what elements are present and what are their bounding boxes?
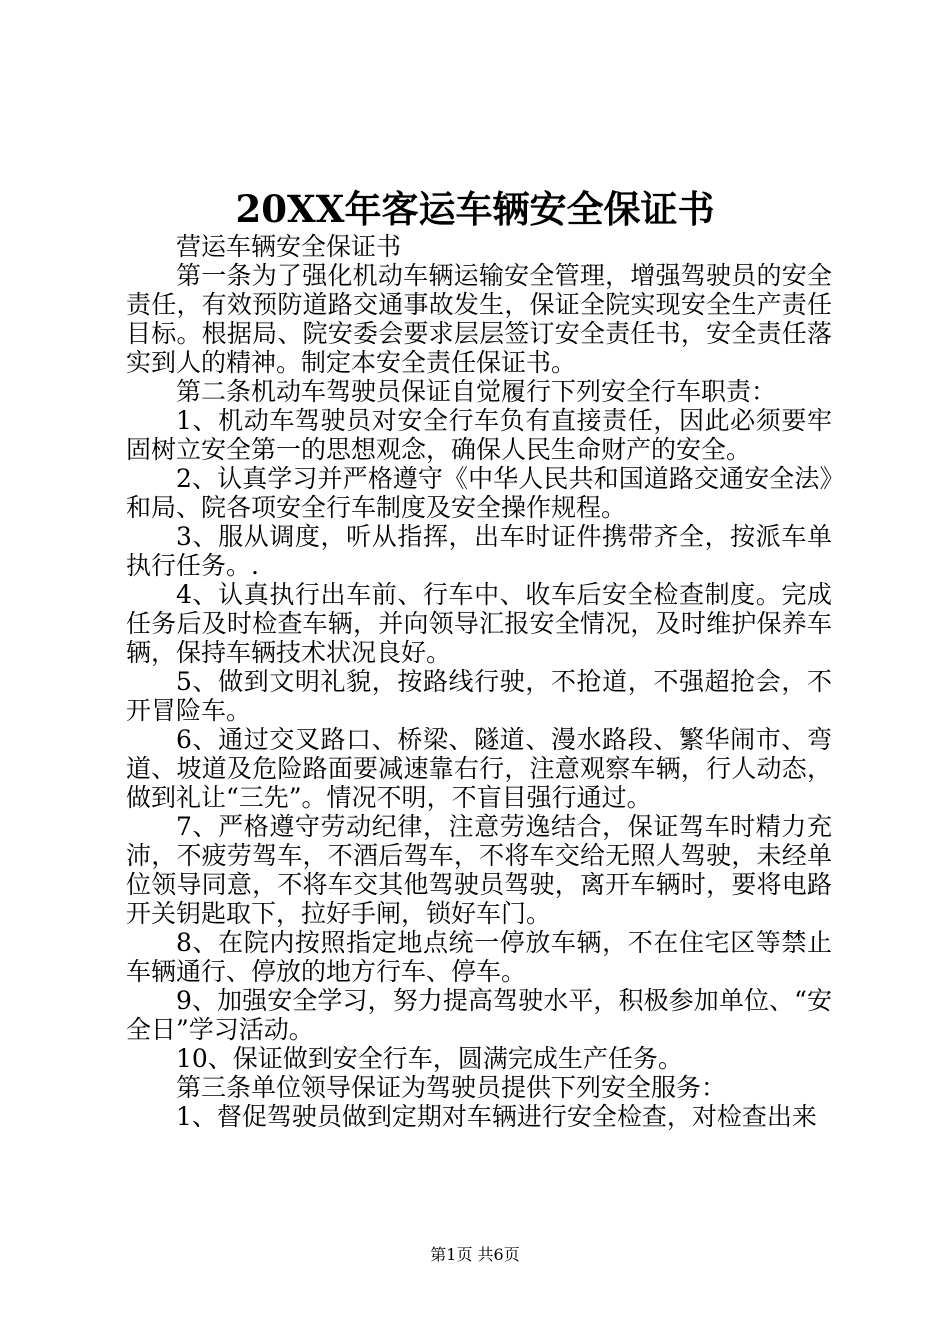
paragraph: 1、机动车驾驶员对安全行车负有直接责任，因此必须要牢固树立安全第一的思想观念，确保人民生命财产的安全。 bbox=[126, 406, 832, 464]
paragraph: 10、保证做到安全行车，圆满完成生产任务。 bbox=[176, 1044, 683, 1073]
document-body bbox=[126, 232, 832, 1131]
page-footer: 第1页 共6页 bbox=[430, 1245, 520, 1264]
paragraph: 2、认真学习并严格遵守《中华人民共和国道路交通安全法》和局、院各项安全行车制度及安全操作规程。 bbox=[126, 464, 832, 522]
paragraph: 7、严格遵守劳动纪律，注意劳逸结合，保证驾车时精力充沛，不疲劳驾车，不酒后驾车，不将车交给无照人驾驶，未经单位领导同意，不将车交其他驾驶员驾驶，离开车辆时，要将电路开关钥匙取下，拉好手闸，锁好车门。 bbox=[126, 812, 832, 928]
paragraph: 第三条单位领导保证为驾驶员提供下列安全服务： bbox=[176, 1073, 727, 1102]
paragraph: 第一条为了强化机动车辆运输安全管理，增强驾驶员的安全责任，有效预防道路交通事故发生，保证全院实现安全生产责任目标。根据局、院安委会要求层层签订安全责任书，安全责任落实到人的精神。制定本安全责任保证书。 bbox=[126, 261, 832, 377]
paragraph: 3、服从调度，听从指挥，出车时证件携带齐全，按派车单执行任务。. bbox=[126, 522, 832, 580]
document-title: 20XX年客运车辆安全保证书 bbox=[235, 187, 715, 231]
paragraph: 5、做到文明礼貌，按路线行驶，不抢道，不强超抢会，不开冒险车。 bbox=[126, 667, 832, 725]
paragraph: 第二条机动车驾驶员保证自觉履行下列安全行车职责： bbox=[176, 377, 777, 406]
paragraph: 4、认真执行出车前、行车中、收车后安全检查制度。完成任务后及时检查车辆，并向领导汇报安全情况，及时维护保养车辆，保持车辆技术状况良好。 bbox=[126, 580, 832, 667]
paragraph: 6、通过交叉路口、桥梁、隧道、漫水路段、繁华闹市、弯道、坡道及危险路面要减速靠右行，注意观察车辆，行人动态，做到礼让“三先”。情况不明，不盲目强行通过。 bbox=[126, 725, 832, 812]
paragraph: 9、加强安全学习，努力提高驾驶水平，积极参加单位、“安全日”学习活动。 bbox=[126, 986, 832, 1044]
paragraph: 1、督促驾驶员做到定期对车辆进行安全检查，对检查出来 bbox=[176, 1102, 817, 1131]
paragraph: 8、在院内按照指定地点统一停放车辆，不在住宅区等禁止车辆通行、停放的地方行车、停车。 bbox=[126, 928, 832, 986]
paragraph: 营运车辆安全保证书 bbox=[176, 232, 402, 261]
